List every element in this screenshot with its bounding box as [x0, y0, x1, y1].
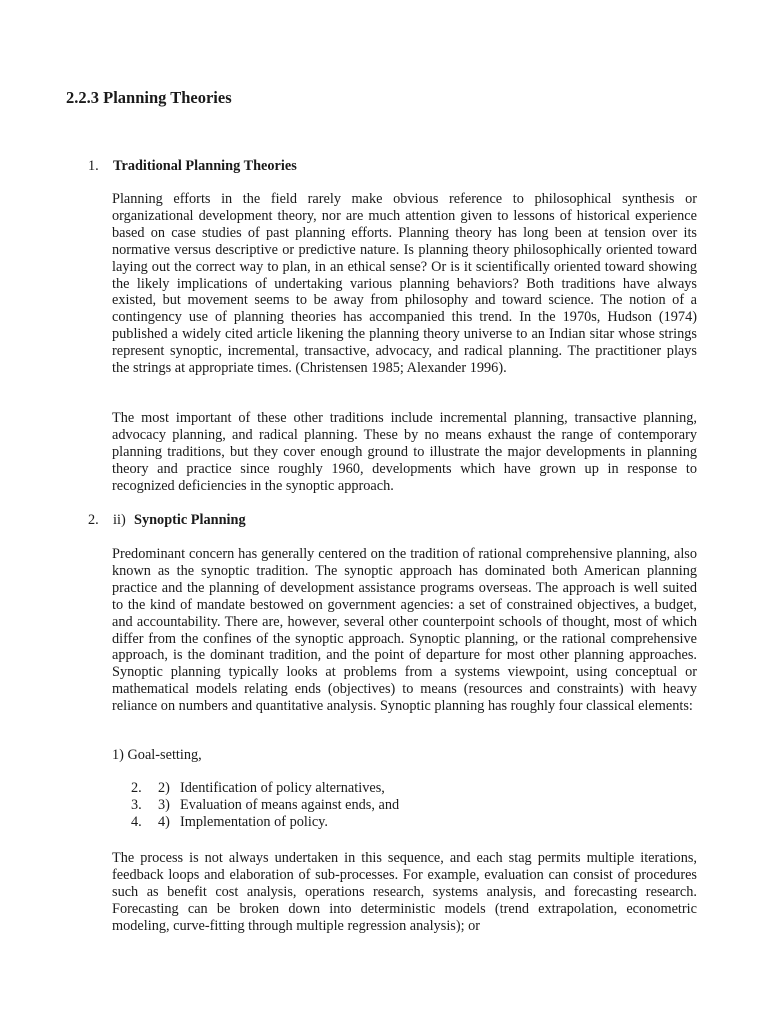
- list-item: 3. 3) Evaluation of means against ends, and: [131, 797, 400, 814]
- section-heading: 2.2.3 Planning Theories: [66, 88, 232, 107]
- section-1-heading: [88, 158, 297, 175]
- goal-setting-item: 1) Goal-setting,: [112, 747, 202, 763]
- section-2-roman: ii): [113, 512, 126, 528]
- section-2-heading: [88, 512, 246, 529]
- elements-list: [131, 780, 399, 832]
- section-1-title: Traditional Planning Theories: [113, 158, 297, 174]
- paragraph-synoptic-1: Predominant concern has generally centered on the tradition of rational comprehensive planning, also known as the synoptic tradition. The synoptic approach has dominated both American planning practice and the planning of development assistance programs overseas. The approach is well suited to the kind of mandate bestowed on government agencies: a set of constrained objectives, a budget, and accountability. There are, however, several other counterpoint schools of thought, most of which differ from the confines of the synoptic approach. Synoptic planning, or the rational comprehensive approach, is the dominant tradition, and the point of departure for most other planning approaches. Synoptic planning typically looks at problems from a systems viewpoint, using conceptual or mathematical models relating ends (objectives) to means (resources and constraints) with heavy reliance on numbers and quantitative analysis. Synoptic planning has roughly four classical elements:: [112, 546, 697, 715]
- paragraph-synoptic-2: The process is not always undertaken in this sequence, and each stag permits multiple iterations, feedback loops and elaboration of sub-processes. For example, evaluation can consist of procedures such as benefit cost analysis, operations research, systems analysis, and forecasting research. Forecasting can be broken down into deterministic models (trend extrapolation, econometric modeling, curve-fitting through multiple regression analysis); or: [112, 850, 697, 934]
- section-2-title: Synoptic Planning: [134, 512, 246, 528]
- list-item: 2. 2) Identification of policy alternatives,: [131, 780, 385, 796]
- list-item: 4. 4) Implementation of policy.: [131, 814, 328, 831]
- section-1-number: 1.: [88, 158, 99, 174]
- paragraph-traditional-2: The most important of these other traditions include incremental planning, transactive planning, advocacy planning, and radical planning. These by no means exhaust the range of contemporary planning traditions, but they cover enough ground to illustrate the major developments in planning theory and practice since roughly 1960, developments which have grown up in response to recognized deficiencies in the synoptic approach.: [112, 410, 697, 494]
- section-2-number: 2.: [88, 512, 99, 528]
- paragraph-traditional-1: Planning efforts in the field rarely make obvious reference to philosophical synthesis or organizational development theory, nor are much attention given to lessons of historical experience based on case studies of past planning efforts. Planning theory has long been at tension over its normative versus descriptive or predictive nature. Is planning theory philosophically oriented toward laying out the correct way to plan, in an ethical sense? Or is it scientifically oriented toward showing the likely implications of undertaking various planning behaviors? Both traditions have always existed, but movement seems to be away from philosophy and toward science. The notion of a contingency use of planning theories has accompanied this trend. In the 1970s, Hudson (1974) published a widely cited article likening the planning theory universe to an Indian sitar whose strings represent synoptic, incremental, transactive, advocacy, and radical planning. The practitioner plays the strings at appropriate times. (Christensen 1985; Alexander 1996).: [112, 191, 697, 377]
